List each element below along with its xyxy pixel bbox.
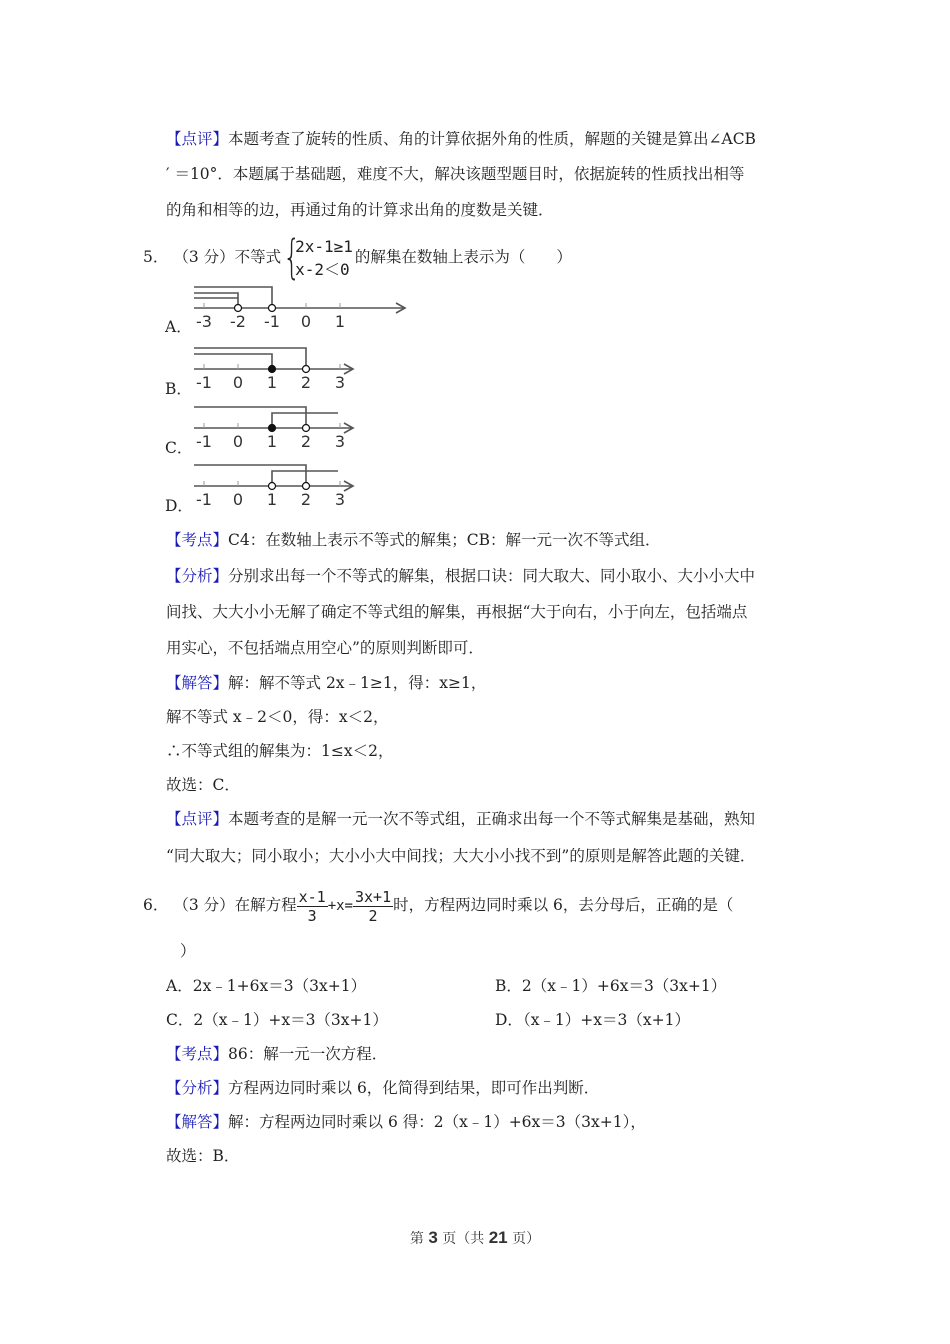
q5-jieda-line-1: 【解答】解：解不等式 2x﹣1≥1，得：x≥1， xyxy=(166,674,487,692)
question-number: 6． xyxy=(143,896,169,914)
solution-ray xyxy=(194,407,306,424)
comment-label: 【点评】 xyxy=(166,130,229,148)
q6-option-a[interactable]: A．2x﹣1+6x＝3（3x+1） xyxy=(166,977,367,995)
tick-label: -1 xyxy=(196,373,212,392)
solid-point xyxy=(269,366,276,373)
option-a-label[interactable]: A． xyxy=(165,318,192,336)
tick-label: 0 xyxy=(232,373,244,392)
solid-point xyxy=(269,425,276,432)
hollow-point xyxy=(303,425,310,432)
q5-stem: 5． （3 分）不等式 { 2x-1≥1 x-2＜0 的解集在数轴上表示为（ ） xyxy=(143,230,572,284)
q6-option-b[interactable]: B．2（x﹣1）+6x＝3（3x+1） xyxy=(495,977,727,995)
q5-fenxi-line-2: 间找、大大小小无解了确定不等式组的解集，再根据“大于向右，小于向左，包括端点 xyxy=(166,603,748,621)
tick-label: -1 xyxy=(196,432,212,451)
q6-kaodian: 【考点】86：解一元一次方程． xyxy=(166,1045,388,1063)
page-footer: 第 3 页（共 21 页） xyxy=(409,1228,541,1247)
tick-label: 3 xyxy=(334,432,346,451)
question-number: 5． xyxy=(143,248,169,266)
hollow-point xyxy=(269,483,276,490)
total-pages: 21 xyxy=(488,1228,508,1247)
number-line-c xyxy=(190,404,370,452)
solution-ray xyxy=(194,287,272,304)
question-score: （3 分）不等式 xyxy=(173,248,282,266)
q5-dianping-line-1: 【点评】本题考查的是解一元一次不等式组，正确求出每一个不等式解集是基础，熟知 xyxy=(166,810,756,828)
tick-label: 1 xyxy=(266,373,278,392)
hollow-point xyxy=(303,483,310,490)
tick-label: 1 xyxy=(266,432,278,451)
q5-jieda-line-2: 解不等式 x﹣2＜0，得：x＜2， xyxy=(166,708,389,726)
q5-answer: 故选：C． xyxy=(166,776,240,794)
number-line-b xyxy=(190,345,370,393)
tick-label: 3 xyxy=(334,373,346,392)
tick-label: 0 xyxy=(232,432,244,451)
q6-stem: 6． （3 分）在解方程 $\frac{x-1}{3}$ +x= $\frac{3x+1}{2}$ 时，方程两边同时乘以 6，去分母后，正确的是（ xyxy=(143,887,734,925)
solution-ray xyxy=(194,465,306,482)
q6-answer: 故选：B． xyxy=(166,1147,240,1165)
q4-comment-line-3: 的角和相等的边，再通过角的计算求出角的度数是关键． xyxy=(166,201,554,219)
q6-stem-close: ） xyxy=(180,942,196,960)
q6-fenxi: 【分析】方程两边同时乘以 6，化简得到结果，即可作出判断． xyxy=(166,1079,600,1097)
number-line-d xyxy=(190,462,370,510)
number-line-a xyxy=(190,284,420,332)
tick-label: 0 xyxy=(232,490,244,509)
q5-fenxi-line-3: 用实心，不包括端点用空心”的原则判断即可． xyxy=(166,639,484,657)
q6-option-d[interactable]: D．（x﹣1）+x＝3（x+1） xyxy=(495,1011,690,1029)
hollow-point xyxy=(303,366,310,373)
q5-kaodian: 【考点】C4：在数轴上表示不等式的解集；CB：解一元一次不等式组． xyxy=(166,531,661,549)
tick-label: -3 xyxy=(196,312,212,331)
q5-fenxi-line-1: 【分析】分别求出每一个不等式的解集，根据口诀：同大取大、同小取小、大小小大中 xyxy=(166,567,756,585)
brace-icon: { xyxy=(283,230,301,284)
fraction-2: $\frac{3x+1}{2}$ xyxy=(355,887,392,925)
q4-comment-line-1: 【点评】本题考查了旋转的性质、角的计算依据外角的性质，解题的关键是算出∠ACB xyxy=(166,130,756,148)
tick-label: -2 xyxy=(230,312,246,331)
hollow-point xyxy=(269,305,276,312)
q5-jieda-line-3: ∴不等式组的解集为：1≤x＜2， xyxy=(166,742,394,760)
tick-label: -1 xyxy=(196,490,212,509)
tick-label: -1 xyxy=(264,312,280,331)
tick-label: 2 xyxy=(300,432,312,451)
fraction-1: $\frac{x-1}{3}$ xyxy=(298,887,326,925)
tick-label: 1 xyxy=(334,312,346,331)
q6-option-c[interactable]: C．2（x﹣1）+x＝3（3x+1） xyxy=(166,1011,388,1029)
option-d-label[interactable]: D． xyxy=(165,497,193,515)
q5-dianping-line-2: “同大取大；同小取小；大小小大中间找；大大小小找不到”的原则是解答此题的关键． xyxy=(166,847,756,865)
tick-label: 2 xyxy=(300,373,312,392)
inequality-system: { 2x-1≥1 x-2＜0 xyxy=(283,230,353,284)
tick-label: 2 xyxy=(300,490,312,509)
solution-ray xyxy=(272,413,338,424)
tick-label: 3 xyxy=(334,490,346,509)
current-page: 3 xyxy=(428,1228,438,1247)
solution-ray xyxy=(194,348,306,365)
tick-label: 0 xyxy=(300,312,312,331)
q6-jieda: 【解答】解：方程两边同时乘以 6 得：2（x﹣1）+6x＝3（3x+1）， xyxy=(166,1113,646,1131)
tick-label: 1 xyxy=(266,490,278,509)
option-c-label[interactable]: C． xyxy=(165,439,193,457)
q4-comment-line-2: ′ ＝10°．本题属于基础题，难度不大，解决该题型题目时，依据旋转的性质找出相等 xyxy=(166,165,745,183)
solution-ray xyxy=(194,354,272,365)
option-b-label[interactable]: B． xyxy=(165,380,192,398)
hollow-point xyxy=(235,305,242,312)
solution-ray xyxy=(272,471,338,482)
